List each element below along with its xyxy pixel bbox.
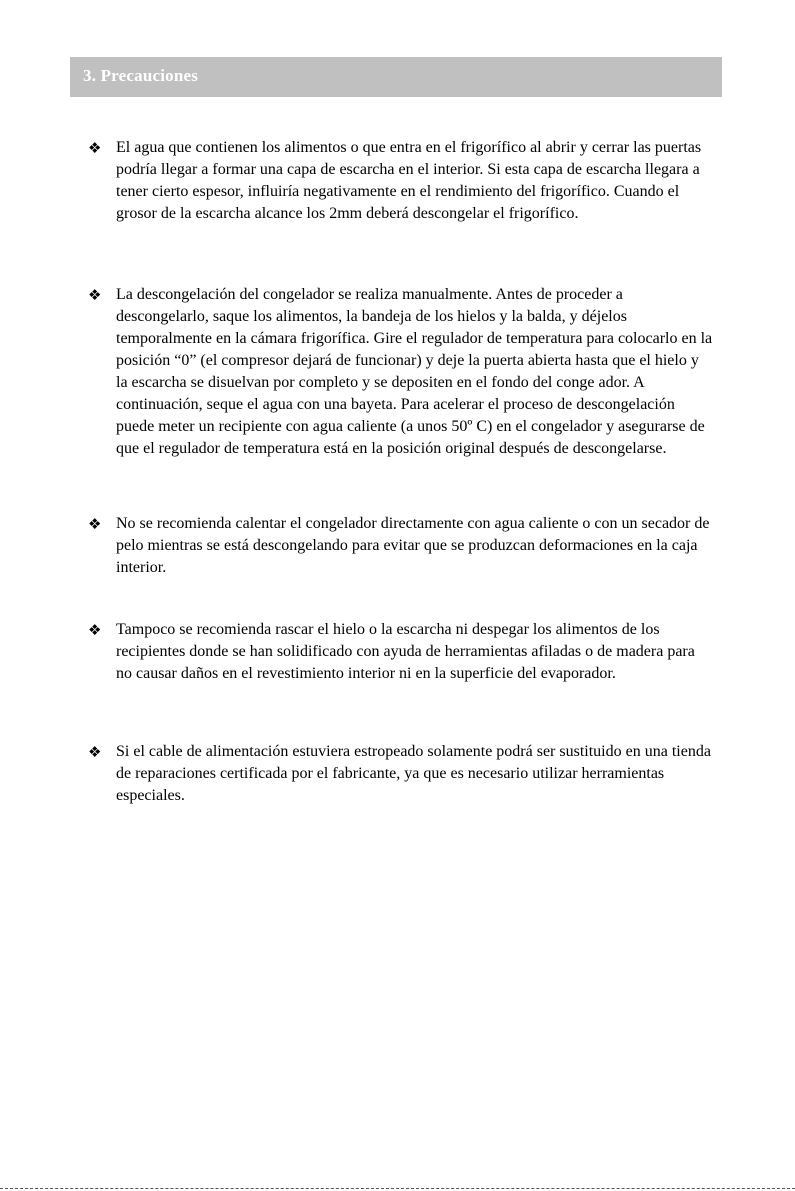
four-diamond-bullet-icon: ❖	[88, 621, 102, 639]
section-title: 3. Precauciones	[83, 66, 199, 85]
list-item-text: Si el cable de alimentación estuviera estropeado solamente podrá ser sustituido en una tienda de reparaciones certificada por el fabricante, ya que es necesario utilizar herramientas especiales.	[116, 743, 711, 804]
four-diamond-bullet-icon: ❖	[88, 286, 102, 304]
list-item-text: El agua que contienen los alimentos o que entra en el frigorífico al abrir y cerrar las puertas podría llegar a formar una capa de escarcha en el interior. Si esta capa de escarcha llegara a tener cierto espesor, influiría negativamente en el rendimiento del frigorífico. Cuando el grosor de la escarcha alcance los 2mm deberá descongelar el frigorífico.	[116, 139, 702, 222]
list-item-text: La descongelación del congelador se realiza manualmente. Antes de proceder a descongelarlo, saque los alimentos, la bandeja de los hielos y la balda, y déjelos temporalmente en la cámara frigorífica. Gire el regulador de temperatura para colocarlo en la posición “0” (el compresor dejará de funcionar) y deje la puerta abierta hasta que el hielo y la escarcha se disuelvan por completo y se depositen en el fondo del conge ador. A continuación, seque el agua con una bayeta. Para acelerar el proceso de descongelación puede meter un recipiente con agua caliente (a unos 50º C) en el congelador y asegurarse de que el regulador de temperatura está en la posición original después de descongelarse.	[116, 286, 713, 457]
list-item-text: No se recomienda calentar el congelador directamente con agua caliente o con un secador de pelo mientras se está descongelando para evitar que se produzcan deformaciones en la caja interior.	[116, 515, 710, 576]
list-item-text: Tampoco se recomienda rascar el hielo o la escarcha ni despegar los alimentos de los recipientes donde se han solidificado con ayuda de herramientas afiladas o de madera para no causar daños en el revestimiento interior ni en la superficie del evaporador.	[116, 621, 695, 682]
four-diamond-bullet-icon: ❖	[88, 139, 102, 157]
four-diamond-bullet-icon: ❖	[88, 515, 102, 533]
page-bottom-rule	[0, 1188, 795, 1189]
four-diamond-bullet-icon: ❖	[88, 743, 102, 761]
